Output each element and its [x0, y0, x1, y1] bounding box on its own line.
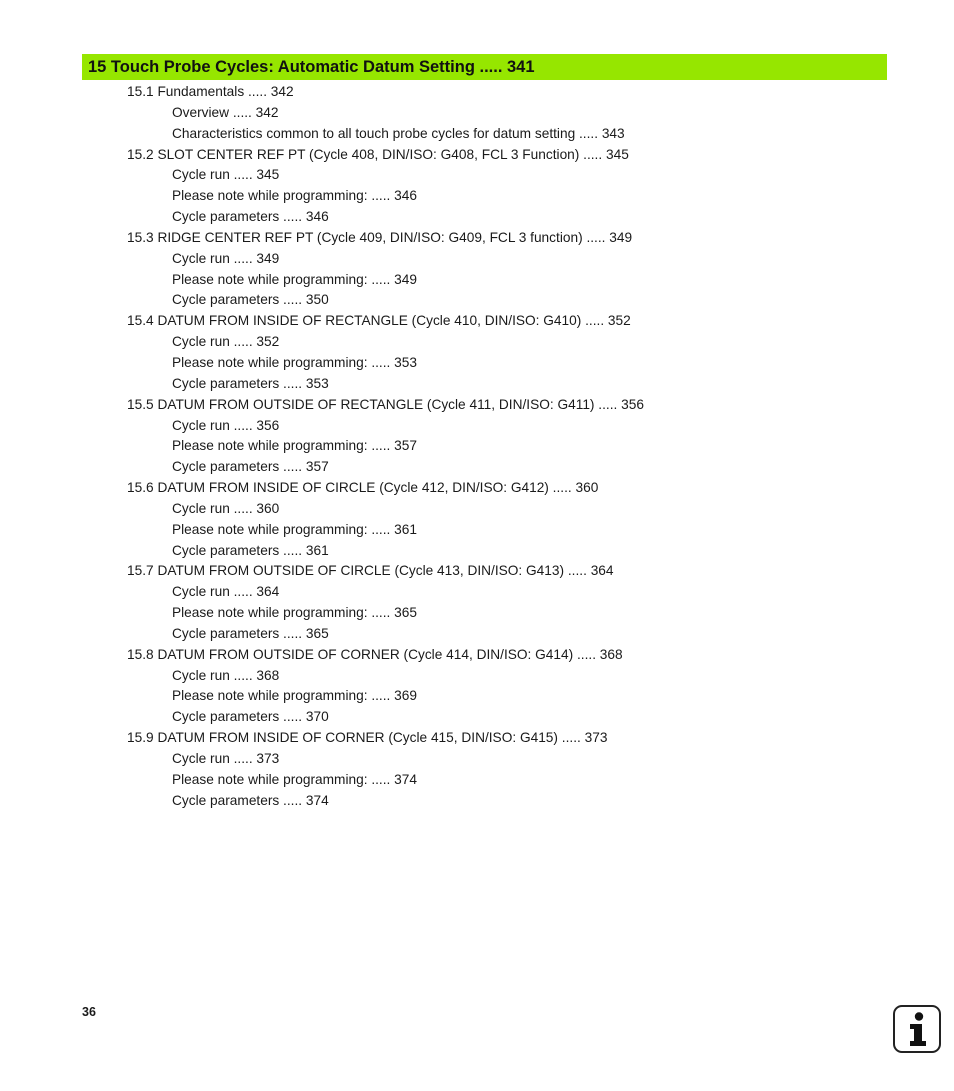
toc-section-link[interactable]: 15.1 Fundamentals ..... 342 — [127, 84, 294, 99]
page-number: 36 — [82, 1005, 96, 1019]
toc-subsection-link[interactable]: Overview ..... 342 — [172, 104, 279, 120]
info-icon[interactable] — [893, 1005, 941, 1053]
toc-subsection-link[interactable]: Cycle run ..... 352 — [172, 334, 280, 350]
toc-section-link[interactable]: 15.4 DATUM FROM INSIDE OF RECTANGLE (Cycle 410, DIN/ISO: G410) ..... 352 — [127, 313, 631, 329]
toc-subsection-link[interactable]: Cycle parameters ..... 361 — [172, 542, 329, 558]
toc-subsection-link[interactable]: Please note while programming: ..... 353 — [172, 354, 417, 370]
toc-subsection-link[interactable]: Cycle parameters ..... 357 — [172, 459, 329, 475]
toc-subsection-link[interactable]: Please note while programming: ..... 369 — [172, 688, 417, 704]
toc-subsection-link[interactable]: Cycle parameters ..... 365 — [172, 625, 329, 641]
toc-subsection-link[interactable]: Cycle run ..... 373 — [172, 751, 280, 766]
toc-subsection-link[interactable]: Cycle parameters ..... 346 — [172, 209, 329, 225]
toc-section-link[interactable]: 15.5 DATUM FROM OUTSIDE OF RECTANGLE (Cycle 411, DIN/ISO: G411) ..... 356 — [127, 396, 644, 412]
toc-subsection-link[interactable]: Please note while programming: ..... 365 — [172, 605, 417, 621]
toc-subsection-link[interactable]: Cycle run ..... 349 — [172, 250, 280, 266]
toc-subsection-link[interactable]: Cycle parameters ..... 353 — [172, 375, 329, 391]
toc-subsection-link[interactable]: Characteristics common to all touch probe cycles for datum setting ..... 343 — [172, 125, 625, 141]
toc-subsection-link[interactable]: Please note while programming: ..... 361 — [172, 521, 417, 537]
toc-section-link[interactable]: 15.2 SLOT CENTER REF PT (Cycle 408, DIN/ISO: G408, FCL 3 Function) ..... 345 — [127, 146, 629, 162]
toc-subsection-link[interactable]: Please note while programming: ..... 374 — [172, 771, 417, 787]
toc-subsection-link[interactable]: Please note while programming: ..... 349 — [172, 271, 417, 287]
table-of-contents — [0, 82, 954, 812]
toc-subsection-link[interactable]: Cycle parameters ..... 350 — [172, 292, 329, 308]
toc-subsection-link[interactable]: Cycle parameters ..... 374 — [172, 792, 329, 808]
toc-subsection-link[interactable]: Please note while programming: ..... 346 — [172, 188, 417, 204]
toc-section-link[interactable]: 15.8 DATUM FROM OUTSIDE OF CORNER (Cycle 414, DIN/ISO: G414) ..... 368 — [127, 646, 623, 662]
toc-subsection-link[interactable]: Cycle run ..... 356 — [172, 417, 280, 433]
chapter-heading[interactable]: 15 Touch Probe Cycles: Automatic Datum Setting ..... 341 — [82, 54, 887, 80]
toc-subsection-link[interactable]: Cycle run ..... 368 — [172, 667, 280, 683]
toc-subsection-link[interactable]: Cycle parameters ..... 370 — [172, 709, 329, 725]
toc-section-link[interactable]: 15.7 DATUM FROM OUTSIDE OF CIRCLE (Cycle 413, DIN/ISO: G413) ..... 364 — [127, 563, 614, 579]
toc-subsection-link[interactable]: Cycle run ..... 345 — [172, 167, 280, 183]
toc-section-link[interactable]: 15.3 RIDGE CENTER REF PT (Cycle 409, DIN/ISO: G409, FCL 3 function) ..... 349 — [127, 229, 633, 245]
toc-subsection-link[interactable]: Cycle run ..... 360 — [172, 500, 280, 516]
toc-subsection-link[interactable]: Please note while programming: ..... 357 — [172, 438, 417, 454]
toc-section-link[interactable]: 15.6 DATUM FROM INSIDE OF CIRCLE (Cycle 412, DIN/ISO: G412) ..... 360 — [127, 480, 599, 496]
toc-section-link[interactable]: 15.9 DATUM FROM INSIDE OF CORNER (Cycle 415, DIN/ISO: G415) ..... 373 — [127, 730, 608, 746]
toc-subsection-link[interactable]: Cycle run ..... 364 — [172, 584, 280, 600]
